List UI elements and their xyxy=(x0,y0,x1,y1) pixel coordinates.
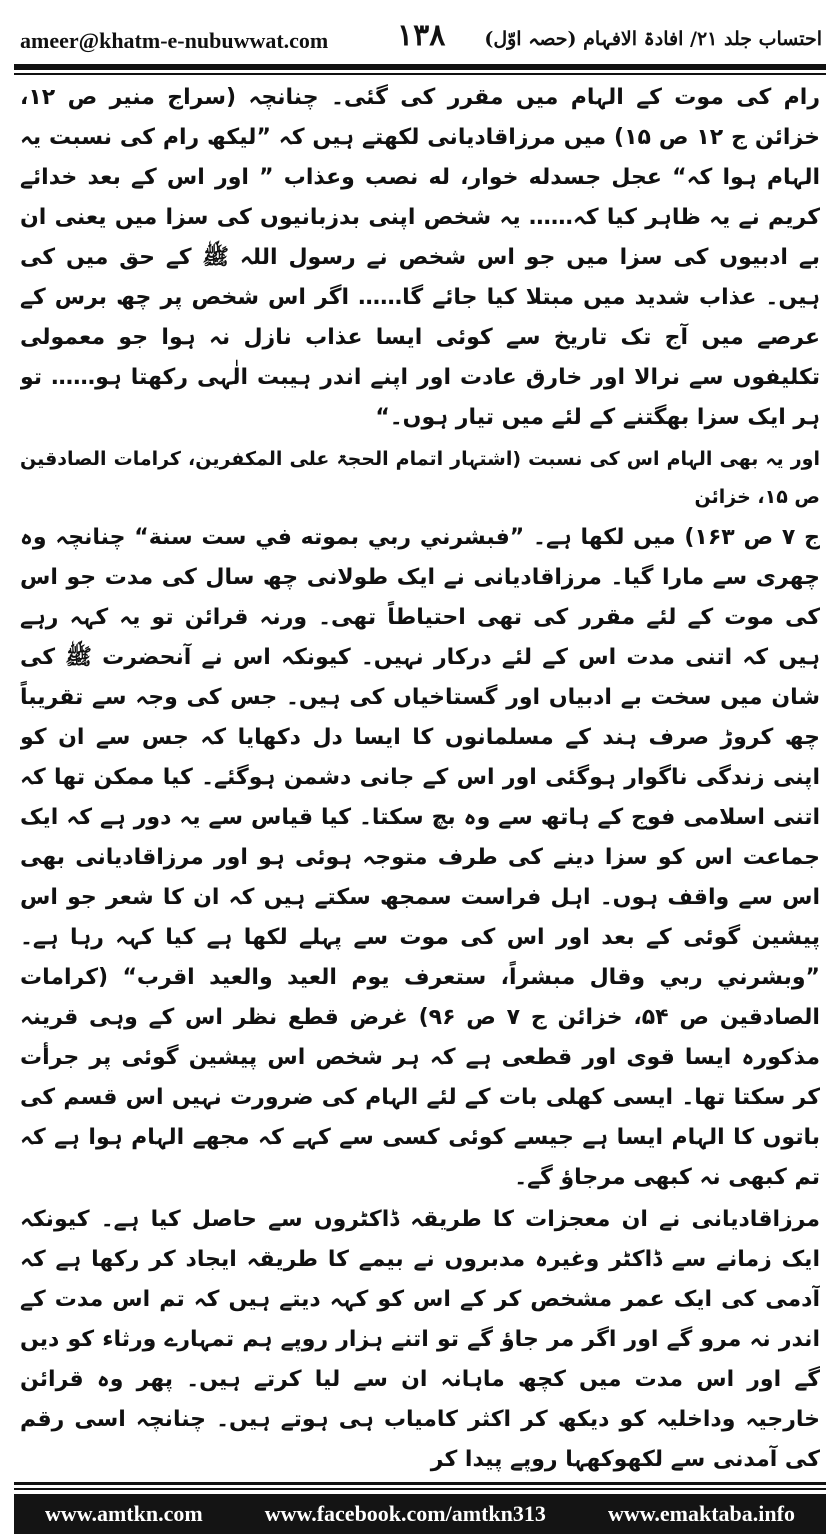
footer-rule-top xyxy=(14,1482,826,1485)
paragraph-4: مرزاقادیانی نے ان معجزات کا طریقہ ڈاکٹروں سے حاصل کیا ہے۔ کیونکہ ایک زمانے سے ڈاکٹر وغیرہ مدبروں نے بیمے کا طریقہ ایجاد کر رکھا ہے کہ آدمی کی ایک عمر مشخص کر کے اس کو کہہ دیتے ہیں کہ تم اس مدت کے اندر نہ مرو گے اور اگر مر جاؤ گے تو اتنے ہزار روپے ہم تمہارے ورثاء کو دیں گے اور اس مدت میں کچھ ماہانہ ان سے لیا کرتے ہیں۔ پھر وہ قرائن خارجیہ وداخلیہ کو دیکھ کر اکثر کامیاب ہی ہوتے ہیں۔ چنانچہ اسی رقم کی آمدنی سے لکھوکھہا روپے پیدا کر xyxy=(20,1207,820,1472)
book-title: احتساب جلد ۲۱/ افادۃ الافہام (حصہ اوّل) xyxy=(484,28,822,50)
page-number: ۱۳۸ xyxy=(397,18,446,53)
footer-link-emaktaba[interactable]: www.emaktaba.info xyxy=(607,1501,795,1526)
footer-link-facebook[interactable]: www.facebook.com/amtkn313 xyxy=(264,1501,546,1526)
footer-link-amtkn[interactable]: www.amtkn.com xyxy=(45,1501,203,1526)
header-email: ameer@khatm-e-nubuwwat.com xyxy=(20,28,329,53)
paragraph-3: ج ۷ ص ۱۶۳) میں لکھا ہے۔ ”فبشرني ربي بموته في ست سنة“ چنانچہ وہ چھری سے مارا گیا۔ مرزاقادیانی نے ایک طولانی چھ سال کی مدت جو اس کی موت کے لئے مقرر کی تھی احتیاطاً تھی۔ ورنہ قرائن تو یہ کہہ رہے ہیں کہ اتنی مدت اس کے لئے درکار نہیں۔ کیونکہ اس نے آنحضرت ﷺ کی شان میں سخت بے ادبیاں اور گستاخیاں کی ہیں۔ جس کی وجہ سے تقریباً چھ کروڑ صرف ہند کے مسلمانوں کا ایسا دل دکھایا کہ جس سے ان کو اپنی زندگی ناگوار ہوگئی اور اس کے جانی دشمن ہوگئے۔ کیا ممکن تھا کہ اتنی اسلامی فوج کے ہاتھ سے وہ بچ سکتا۔ کیا قیاس سے یہ دور ہے کہ ایک جماعت اس کو سزا دینے کی طرف متوجہ ہوئی ہو اور مرزاقادیانی بھی اس سے واقف ہوں۔ اہل فراست سمجھ سکتے ہیں کہ ان کا شعر جو اس پیشین گوئی کے بعد اور اس کی موت سے پہلے لکھا ہے کیا کہہ رہا ہے۔ ”وبشرني ربي وقال مبشراً، ستعرف يوم العيد والعيد اقرب“ (کرامات الصادقین ص ۵۴، خزائن ج ۷ ص ۹۶) غرض قطع نظر اس کے وہی قرینہ مذکورہ ایسا قوی اور قطعی ہے کہ ہر شخص اس پیشین گوئی پر جرأت کر سکتا تھا۔ ایسی کھلی بات کے لئے الہام کی ضرورت نہیں اس قسم کی باتوں کا الہام ایسا ہے جیسے کوئی کسی سے کہے کہ مجھے الہام ہوا ہے کہ تم کبھی نہ کبھی مرجاؤ گے۔ xyxy=(20,525,820,1190)
header-rule-thin xyxy=(14,73,826,75)
header-rule-thick xyxy=(14,64,826,70)
paragraph-1: رام کی موت کے الہام میں مقرر کی گئی۔ چنانچہ (سراج منیر ص ۱۲، خزائن ج ۱۲ ص ۱۵) میں مرزاقادیانی لکھتے ہیں کہ ”لیکھ رام کی نسبت یہ الہام ہوا کہ“ عجل جسدله خوار، له نصب وعذاب ” اور اس کے بعد خدائے کریم نے یہ ظاہر کیا کہ…… یہ شخص اپنی بدزبانیوں کی سزا میں یعنی ان بے ادبیوں کی سزا میں جو اس شخص نے رسول اللہ ﷺ کے حق میں کی ہیں۔ عذاب شدید میں مبتلا کیا جائے گا…… اگر اس شخص پر چھ برس کے عرصے میں آج تک تاریخ سے کوئی ایسا عذاب نازل نہ ہوا جو معمولی تکلیفوں سے نرالا اور خارق عادت اور اپنے اندر ہیبت الٰہی رکھتا ہو…… تو ہر ایک سزا بھگتنے کے لئے میں تیار ہوں۔“ xyxy=(20,85,820,430)
footer-rule-bottom xyxy=(14,1488,826,1490)
body-text xyxy=(20,78,820,1473)
page-header xyxy=(14,14,826,60)
footer-links-bar xyxy=(14,1494,826,1534)
paragraph-2: اور یہ بھی الہام اس کی نسبت (اشتہار اتمام الحجۃ علی المکفرین، کرامات الصادقین ص ۱۵، خزائن xyxy=(20,448,820,508)
